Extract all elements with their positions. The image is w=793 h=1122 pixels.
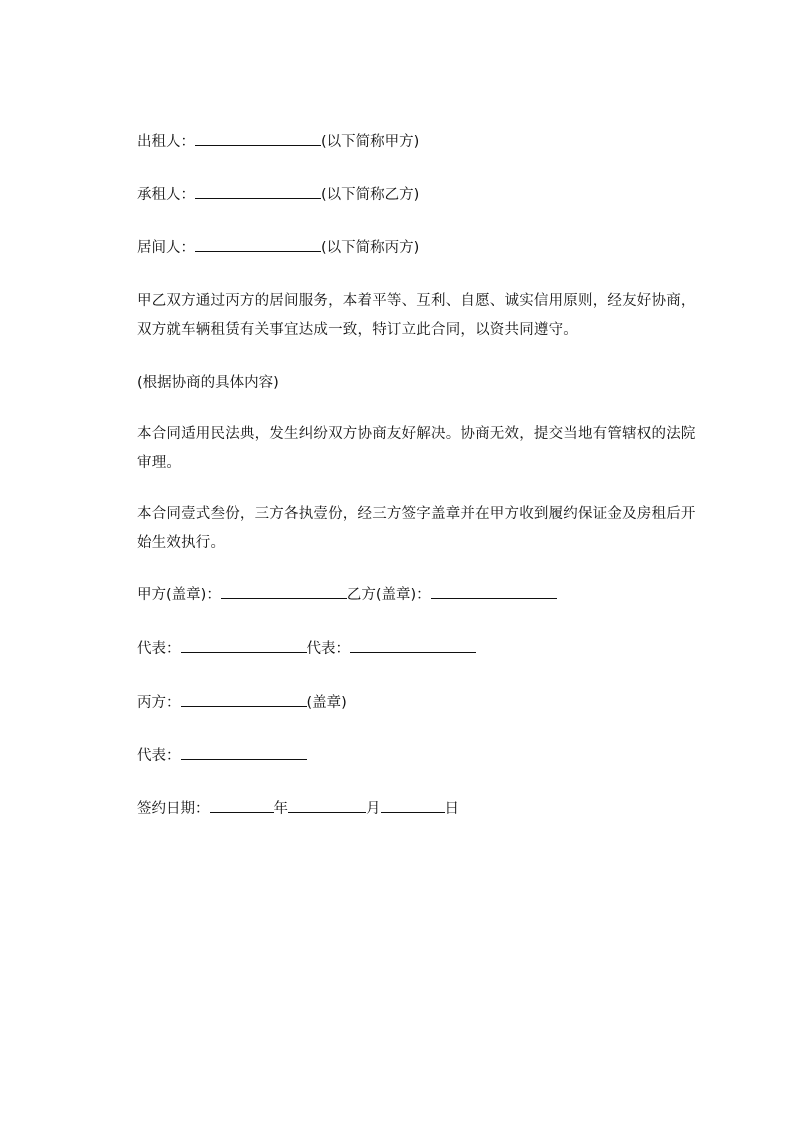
representative-ab-line xyxy=(137,638,476,659)
lessor-label: 出租人： xyxy=(137,134,195,150)
party-c-line xyxy=(137,692,347,713)
month-blank[interactable] xyxy=(288,798,366,813)
lessee-label: 承租人： xyxy=(137,187,195,203)
lessor-note: (以下简称甲方) xyxy=(321,134,420,150)
signing-date-line xyxy=(137,798,459,819)
rep-c-label: 代表： xyxy=(137,748,181,764)
lessor-line xyxy=(137,131,419,152)
rep-a-label: 代表： xyxy=(137,641,181,657)
broker-label: 居间人： xyxy=(137,240,195,256)
representative-c-line xyxy=(137,745,307,766)
rep-b-blank[interactable] xyxy=(350,638,476,653)
lessee-blank[interactable] xyxy=(195,184,321,199)
copies-paragraph: 本合同壹式叁份，三方各执壹份，经三方签字盖章并在甲方收到履约保证金及房租后开始生效执行。 xyxy=(137,506,696,551)
negotiated-content-note: (根据协商的具体内容) xyxy=(137,375,279,391)
party-ab-seal-line xyxy=(137,584,557,605)
rep-a-blank[interactable] xyxy=(181,638,307,653)
year-label: 年 xyxy=(273,801,288,817)
lessor-blank[interactable] xyxy=(195,131,321,146)
party-b-seal-label: 乙方(盖章)： xyxy=(346,587,431,603)
party-b-seal-blank[interactable] xyxy=(431,584,557,599)
month-label: 月 xyxy=(366,801,381,817)
date-label: 签约日期： xyxy=(137,801,210,817)
lessee-line xyxy=(137,184,419,205)
year-blank[interactable] xyxy=(210,798,274,813)
rep-c-blank[interactable] xyxy=(181,745,307,760)
party-c-seal: (盖章) xyxy=(306,695,347,711)
party-a-seal-blank[interactable] xyxy=(221,584,347,599)
day-label: 日 xyxy=(444,801,459,817)
lessee-note: (以下简称乙方) xyxy=(321,187,420,203)
broker-blank[interactable] xyxy=(195,237,321,252)
broker-note: (以下简称丙方) xyxy=(321,240,420,256)
party-c-blank[interactable] xyxy=(181,692,307,707)
party-c-label: 丙方： xyxy=(137,695,181,711)
party-a-seal-label: 甲方(盖章)： xyxy=(137,587,221,603)
intro-paragraph: 甲乙双方通过丙方的居间服务，本着平等、互利、自愿、诚实信用原则，经友好协商，双方就车辆租赁有关事宜达成一致，特订立此合同，以资共同遵守。 xyxy=(137,293,696,338)
day-blank[interactable] xyxy=(381,798,445,813)
rep-b-label: 代表： xyxy=(306,641,350,657)
broker-line xyxy=(137,237,419,258)
law-paragraph: 本合同适用民法典，发生纠纷双方协商友好解决。协商无效，提交当地有管辖权的法院审理。 xyxy=(137,426,696,471)
